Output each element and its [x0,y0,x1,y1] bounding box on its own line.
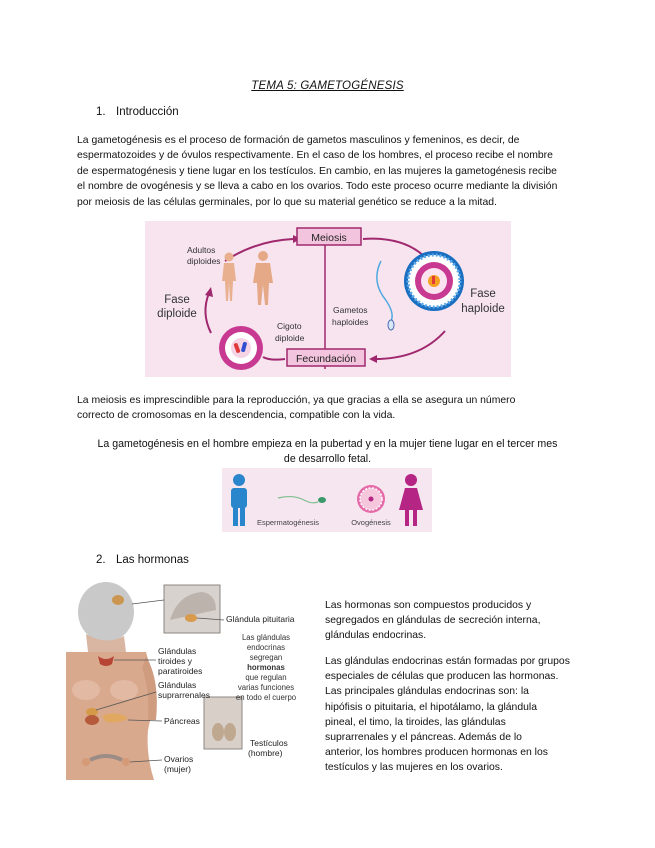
section-number: 1. [96,106,106,118]
timing-line: La gametogénesis en el hombre empieza en la pubertad y en la mujer tiene lugar en el tercer mes [97,438,558,450]
suprarrenales-label: Glándulas [158,680,197,690]
intro-paragraph [77,133,579,210]
adultos-label: Adultos [187,245,216,255]
ovary-icon [122,758,130,766]
intro-line: La gametogénesis es el proceso de formación de gametos masculinos y femeninos, es decir, de [77,135,520,146]
ovary-icon [82,758,90,766]
pituitary-gland-icon [112,595,124,605]
gametos-label: Gametos [333,305,368,315]
center-note-line: varias funciones [237,683,295,692]
center-note-line: que regulan [245,673,287,682]
adrenal-gland-icon [86,708,98,716]
fase-haploide-label: Fase [470,288,496,300]
ovocyte-cell-icon [404,251,464,311]
hormones-line: Las hormonas son compuestos producidos y [325,600,532,611]
section-heading-introduccion [96,106,179,118]
pituitaria-label: Glándula pituitaria [226,614,295,624]
section-title: Introducción [116,106,179,118]
intro-line: de espermatogénesis y tiene lugar en los testículos. En cambio, en las mujeres la gametogénesis recibe [77,165,557,177]
hormones-paragraph-1 [325,598,579,644]
hormones-line: testículos y las mujeres en los ovarios. [325,762,503,774]
intro-line: por meiosis de las células germinales, por lo que su material genético se reduce a la mitad. [77,196,497,208]
center-note-line: endocrinas [246,643,286,652]
meiosis-line: correcto de cromosomas en la descendencia, compatible con la vida. [77,410,396,422]
hormones-line: Las principales glándulas endocrinas son: la [325,686,529,698]
ovogenesis-label: Ovogénesis [351,518,391,527]
meiosis-paragraph [77,393,579,424]
section-heading-hormonas [96,554,189,566]
testiculos-label: Testículos [250,738,288,748]
tiroides-label: tiroides y [158,656,193,666]
hormones-line: Las glándulas endocrinas están formadas por grupos [325,656,570,667]
espermatogenesis-label: Espermatogénesis [256,518,320,527]
cigoto-label: Cigoto [277,321,302,331]
intro-line: espermatozoides y de óvulos respectivamente. En el caso de los hombres, el proceso recibe el nombre [77,150,553,162]
fase-diploide-label: Fase [164,294,190,306]
ovarios-label: (mujer) [164,764,191,774]
fase-haploide-label: haploide [461,303,505,315]
page-title: TEMA 5: GAMETOGÉNESIS [251,80,404,92]
tiroides-label: paratiroides [158,666,203,676]
hormones-paragraph-2 [325,654,579,776]
meiosis-line: La meiosis es imprescindible para la reproducción, ya que gracias a ella se asegura un número [77,395,516,406]
suprarrenales-label: suprarrenales [158,690,210,700]
center-note-line: Las glándulas [241,633,291,642]
figure-background [222,468,432,532]
adultos-label: diploides [187,256,221,266]
hormones-line: glándulas endocrinas. [325,630,427,642]
timing-line: de desarrollo fetal. [283,453,372,465]
tiroides-label: Glándulas [158,646,197,656]
fase-diploide-label: diploide [157,308,197,320]
gametos-label: haploides [332,317,369,327]
ovarios-label: Ovarios [164,754,194,764]
hormones-line: segregados en glándulas de secreción interna, [325,615,541,627]
section-number: 2. [96,554,106,566]
section-title: Las hormonas [116,554,189,566]
center-note-line: en todo el cuerpo [235,693,297,702]
endocrine-glands-figure [66,580,318,780]
gametogenesis-gender-figure [222,468,432,532]
center-note-line: segregan [249,653,283,662]
meiosis-label: Meiosis [311,232,347,244]
hormones-line: suprarrenales y el páncreas. Además de lo [325,732,522,744]
timing-paragraph [60,437,595,467]
center-note-line: hormonas [247,663,285,672]
pancreas-label: Páncreas [164,716,200,726]
hormones-line: anterior, los hombres producen hormonas en los [325,747,548,759]
cigoto-label: diploide [275,333,305,343]
ovum-icon [357,485,385,513]
zygote-cell-icon [219,326,263,370]
testes-inset [204,697,242,749]
hormones-line: hipófisis o pituitaria, el hipotálamo, la glándula [325,701,537,713]
kidney-icon [85,715,99,725]
gametogenesis-cycle-diagram [145,221,511,377]
hormones-line: pineal, el timo, la tiroides, las glándulas [325,716,506,728]
testiculos-label: (hombre) [248,748,283,758]
hormones-line: especiales de células que producen las hormonas. [325,671,559,683]
fecundacion-label: Fecundación [295,353,357,365]
intro-line: el nombre de ovogénesis y se lleva a cabo en los ovarios. Todo este proceso ocurre mediante la división [77,181,558,193]
